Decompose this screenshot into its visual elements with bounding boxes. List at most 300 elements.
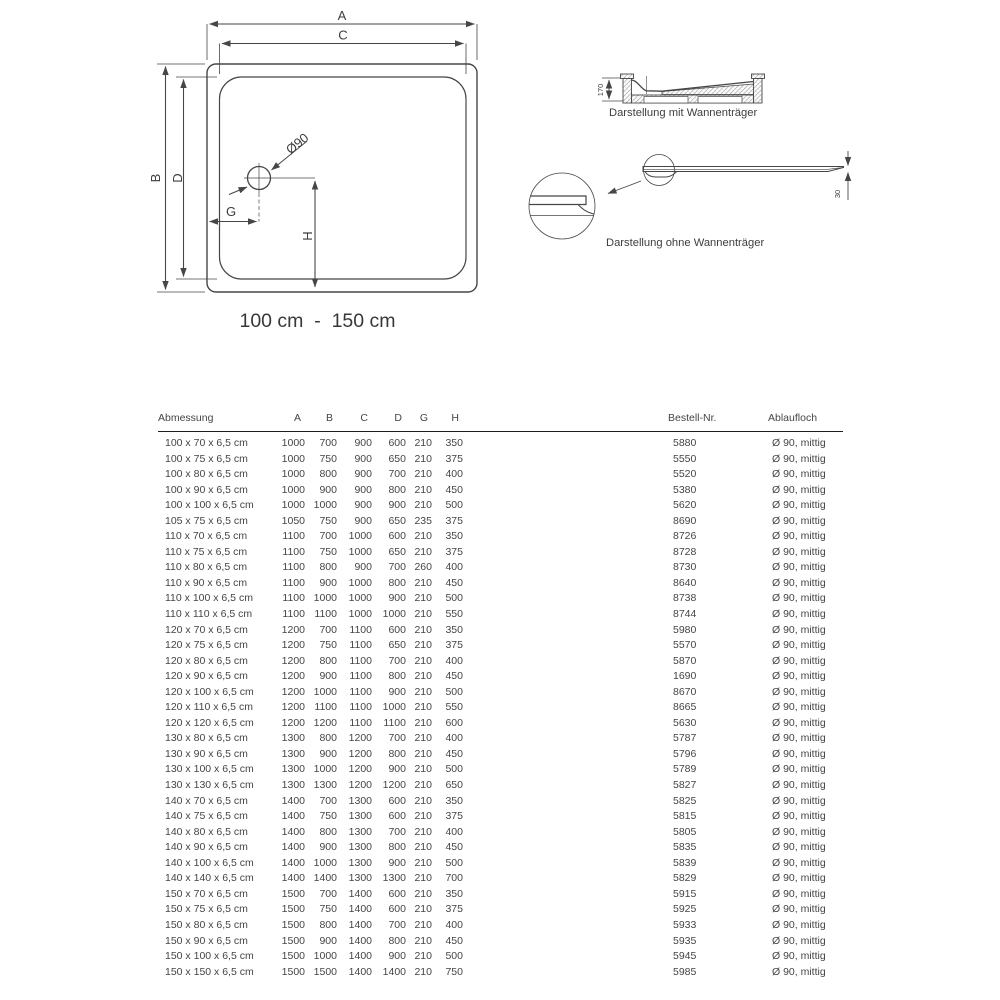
table-cell: 900	[388, 499, 406, 512]
table-cell: 105 x 75 x 6,5 cm	[165, 514, 248, 527]
table-cell: 210	[414, 934, 432, 947]
table-cell: Ø 90, mittig	[772, 841, 826, 854]
table-cell: 5630	[673, 716, 697, 729]
table-cell: 1500	[281, 903, 305, 916]
table-row	[158, 545, 843, 561]
table-cell: 1000	[313, 950, 337, 963]
table-cell: 400	[445, 732, 463, 745]
table-cell: 900	[354, 483, 372, 496]
table-cell: 1500	[313, 965, 337, 978]
table-cell: 210	[414, 716, 432, 729]
column-header-d: D	[372, 412, 406, 432]
dimension-table-head	[158, 412, 843, 432]
table-cell: 210	[414, 545, 432, 558]
table-row	[158, 669, 843, 685]
table-cell: 700	[388, 654, 406, 667]
table-cell: 210	[414, 779, 432, 792]
table-row	[158, 432, 843, 452]
table-cell: 8738	[673, 592, 697, 605]
table-cell: 1000	[348, 608, 372, 621]
table-cell: 1100	[349, 716, 372, 729]
table-cell: 210	[414, 810, 432, 823]
table-cell: 5550	[673, 452, 697, 465]
table-cell: 350	[445, 437, 463, 449]
table-row	[158, 560, 843, 576]
table-cell: 500	[445, 499, 463, 512]
table-cell: 8690	[673, 514, 697, 527]
table-row	[158, 762, 843, 778]
table-cell: 375	[445, 810, 463, 823]
table-cell: 1100	[282, 530, 305, 543]
table-cell: Ø 90, mittig	[772, 716, 826, 729]
table-cell: 650	[388, 639, 406, 652]
table-cell: 1000	[281, 452, 305, 465]
table-cell: 120 x 70 x 6,5 cm	[165, 623, 248, 636]
table-cell: 210	[414, 794, 432, 807]
table-cell: 5789	[673, 763, 697, 776]
table-cell: Ø 90, mittig	[772, 514, 826, 527]
table-cell: 8730	[673, 561, 697, 574]
table-cell: Ø 90, mittig	[772, 623, 826, 636]
table-cell: 900	[388, 685, 406, 698]
table-cell: 210	[414, 654, 432, 667]
table-cell: 500	[445, 950, 463, 963]
table-cell: 1200	[348, 747, 372, 760]
table-cell: 5805	[673, 825, 697, 838]
table-cell: 5620	[673, 499, 697, 512]
table-cell: 1500	[281, 918, 305, 931]
table-cell: 1200	[313, 716, 337, 729]
table-cell: 1100	[349, 685, 372, 698]
table-cell: 450	[445, 483, 463, 496]
table-cell: 140 x 100 x 6,5 cm	[165, 856, 254, 869]
table-cell: Ø 90, mittig	[772, 810, 826, 823]
table-cell: 1400	[281, 856, 305, 869]
table-cell: 1100	[383, 716, 406, 729]
table-cell: 700	[388, 732, 406, 745]
table-row	[158, 747, 843, 763]
table-cell: Ø 90, mittig	[772, 530, 826, 543]
table-cell: 800	[319, 654, 337, 667]
table-cell: 8670	[673, 685, 697, 698]
table-cell: Ø 90, mittig	[772, 670, 826, 683]
table-cell: 235	[414, 514, 432, 527]
table-cell: 1000	[348, 545, 372, 558]
table-row	[158, 918, 843, 934]
table-cell: 130 x 100 x 6,5 cm	[165, 763, 254, 776]
table-row	[158, 700, 843, 716]
table-row	[158, 840, 843, 856]
table-cell: 900	[354, 437, 372, 449]
table-cell: 1100	[282, 545, 305, 558]
table-cell: 210	[414, 592, 432, 605]
table-cell: 1200	[348, 763, 372, 776]
dim-label-h: H	[300, 231, 315, 241]
table-cell: 700	[319, 437, 337, 449]
table-cell: 210	[414, 670, 432, 683]
table-cell: 5985	[673, 965, 697, 978]
table-cell: 750	[445, 965, 463, 978]
table-cell: 600	[388, 794, 406, 807]
tray-drain-lip	[645, 172, 677, 178]
table-cell: 450	[445, 576, 463, 589]
table-cell: 120 x 80 x 6,5 cm	[165, 654, 248, 667]
table-cell: 650	[388, 452, 406, 465]
table-cell: 210	[414, 825, 432, 838]
table-cell: Ø 90, mittig	[772, 576, 826, 589]
table-cell: 1300	[348, 810, 372, 823]
table-cell: 100 x 100 x 6,5 cm	[165, 499, 254, 512]
table-cell: Ø 90, mittig	[772, 452, 826, 465]
table-cell: 140 x 140 x 6,5 cm	[165, 872, 254, 885]
table-cell: 210	[414, 701, 432, 714]
table-cell: Ø 90, mittig	[772, 934, 826, 947]
table-cell: 550	[445, 701, 463, 714]
table-cell: 1000	[281, 499, 305, 512]
table-cell: 1400	[348, 903, 372, 916]
table-cell: 1300	[348, 872, 372, 885]
table-cell: 700	[388, 825, 406, 838]
table-cell: 1000	[382, 701, 406, 714]
table-cell: 700	[319, 887, 337, 900]
table-cell: 800	[319, 561, 337, 574]
table-cell: 210	[414, 437, 432, 449]
table-cell: 1400	[281, 794, 305, 807]
table-cell: 1100	[349, 701, 372, 714]
column-header-g: G	[406, 412, 432, 432]
table-cell: 210	[414, 452, 432, 465]
column-header-a: A	[278, 412, 305, 432]
table-cell: 500	[445, 763, 463, 776]
table-cell: 150 x 100 x 6,5 cm	[165, 950, 254, 963]
table-cell: 5870	[673, 654, 697, 667]
table-cell: Ø 90, mittig	[772, 468, 826, 481]
column-header-abmessung: Abmessung	[158, 412, 278, 432]
table-cell: 5880	[673, 437, 697, 449]
size-range-caption: 100 cm - 150 cm	[239, 310, 396, 332]
table-cell: 900	[319, 576, 337, 589]
table-cell: Ø 90, mittig	[772, 747, 826, 760]
table-cell: Ø 90, mittig	[772, 437, 826, 449]
table-cell: 800	[319, 918, 337, 931]
detail-zoom-content	[527, 196, 598, 216]
section-with-carrier	[596, 74, 765, 103]
table-cell: 750	[319, 903, 337, 916]
table-cell: 120 x 120 x 6,5 cm	[165, 716, 254, 729]
table-cell: 120 x 75 x 6,5 cm	[165, 639, 248, 652]
table-cell: 350	[445, 794, 463, 807]
table-cell: 210	[414, 530, 432, 543]
table-cell: 1200	[281, 701, 305, 714]
table-cell: 210	[414, 841, 432, 854]
table-cell: 600	[388, 810, 406, 823]
table-cell: 1400	[348, 934, 372, 947]
table-cell: 500	[445, 592, 463, 605]
table-cell: 1000	[348, 576, 372, 589]
detail-zoom-circle	[529, 173, 595, 239]
dimension-table	[158, 412, 843, 980]
table-cell: 210	[414, 639, 432, 652]
table-cell: 700	[319, 794, 337, 807]
table-cell: 130 x 80 x 6,5 cm	[165, 732, 248, 745]
tray-side-surface-line	[643, 168, 843, 170]
table-cell: 5915	[673, 887, 697, 900]
carrier-right-tab	[752, 74, 765, 79]
table-cell: 1400	[281, 841, 305, 854]
table-cell: 1000	[281, 483, 305, 496]
table-cell: 210	[414, 887, 432, 900]
table-cell: 1400	[382, 965, 406, 978]
table-cell: 800	[388, 483, 406, 496]
table-cell: 5835	[673, 841, 697, 854]
table-cell: 1000	[348, 592, 372, 605]
dim-label-30: 30	[833, 189, 842, 199]
table-row	[158, 902, 843, 918]
table-cell: 8640	[673, 576, 697, 589]
table-cell: 150 x 80 x 6,5 cm	[165, 918, 248, 931]
table-cell: 150 x 70 x 6,5 cm	[165, 887, 248, 900]
table-cell: 210	[414, 685, 432, 698]
table-cell: 350	[445, 623, 463, 636]
table-cell: Ø 90, mittig	[772, 872, 826, 885]
table-cell: 375	[445, 903, 463, 916]
table-cell: 210	[414, 872, 432, 885]
table-cell: 1200	[382, 779, 406, 792]
table-cell: Ø 90, mittig	[772, 483, 826, 496]
table-cell: 8726	[673, 530, 697, 543]
table-cell: 1100	[349, 639, 372, 652]
table-cell: Ø 90, mittig	[772, 856, 826, 869]
table-cell: 1500	[281, 965, 305, 978]
table-cell: 130 x 90 x 6,5 cm	[165, 747, 248, 760]
table-cell: 1300	[281, 763, 305, 776]
table-cell: 600	[388, 437, 406, 449]
table-cell: 350	[445, 887, 463, 900]
carrier-bottom-cutout	[644, 97, 688, 104]
table-cell: 900	[319, 747, 337, 760]
table-cell: 900	[354, 514, 372, 527]
carrier-left-wall	[623, 79, 632, 104]
table-cell: 110 x 75 x 6,5 cm	[165, 545, 248, 558]
table-cell: 1300	[348, 794, 372, 807]
table-cell: 1500	[281, 887, 305, 900]
table-cell: 1400	[348, 950, 372, 963]
table-cell: 8744	[673, 608, 697, 621]
table-cell: 900	[319, 483, 337, 496]
table-cell: 900	[319, 934, 337, 947]
carrier-right-wall	[754, 79, 763, 104]
table-cell: Ø 90, mittig	[772, 763, 826, 776]
table-row	[158, 856, 843, 872]
table-header-row	[158, 412, 843, 432]
table-cell: 400	[445, 561, 463, 574]
column-header-h: H	[432, 412, 463, 432]
table-cell: 1300	[281, 747, 305, 760]
table-cell: 140 x 90 x 6,5 cm	[165, 841, 248, 854]
table-cell: 400	[445, 654, 463, 667]
side-view-without-carrier	[527, 151, 848, 239]
table-cell: 140 x 80 x 6,5 cm	[165, 825, 248, 838]
table-cell: 800	[388, 841, 406, 854]
table-cell: 750	[319, 514, 337, 527]
table-cell: Ø 90, mittig	[772, 701, 826, 714]
plan-view-diagram	[148, 8, 477, 292]
table-row	[158, 638, 843, 654]
caption-without-carrier: Darstellung ohne Wannenträger	[606, 237, 765, 249]
table-cell: 5827	[673, 779, 697, 792]
table-row	[158, 623, 843, 639]
table-cell: 800	[388, 576, 406, 589]
dim-label-g: G	[225, 204, 237, 219]
table-cell: 1000	[281, 437, 305, 449]
table-cell: 900	[354, 452, 372, 465]
column-header-c: C	[337, 412, 372, 432]
table-cell: 1500	[281, 950, 305, 963]
table-row	[158, 576, 843, 592]
table-row	[158, 794, 843, 810]
table-cell: 650	[388, 514, 406, 527]
table-cell: 900	[354, 561, 372, 574]
table-cell: 600	[388, 903, 406, 916]
table-cell: 110 x 110 x 6,5 cm	[165, 608, 253, 621]
table-cell: 700	[319, 530, 337, 543]
table-cell: 1000	[281, 468, 305, 481]
table-cell: 1000	[313, 763, 337, 776]
table-cell: 1100	[282, 561, 305, 574]
table-cell: 210	[414, 483, 432, 496]
table-cell: 8728	[673, 545, 697, 558]
table-cell: 210	[414, 623, 432, 636]
table-cell: 100 x 80 x 6,5 cm	[165, 468, 248, 481]
table-cell: Ø 90, mittig	[772, 499, 826, 512]
caption-with-carrier: Darstellung mit Wannenträger	[609, 107, 758, 119]
dimension-c	[220, 44, 467, 75]
dim-label-c: C	[338, 27, 348, 43]
table-cell: 1300	[281, 732, 305, 745]
table-cell: 1200	[348, 779, 372, 792]
table-cell: 1100	[282, 592, 305, 605]
technical-drawing	[0, 0, 1000, 400]
table-cell: 210	[414, 608, 432, 621]
table-cell: Ø 90, mittig	[772, 545, 826, 558]
table-cell: 750	[319, 639, 337, 652]
table-cell: 700	[388, 468, 406, 481]
table-cell: 1100	[314, 701, 337, 714]
table-cell: 1300	[348, 856, 372, 869]
table-row	[158, 685, 843, 701]
table-cell: 210	[414, 856, 432, 869]
table-cell: 1690	[673, 670, 697, 683]
table-cell: 1400	[348, 887, 372, 900]
table-cell: 750	[319, 545, 337, 558]
table-cell: 1100	[349, 623, 372, 636]
table-cell: 5980	[673, 623, 697, 636]
table-cell: 1100	[282, 576, 305, 589]
table-row	[158, 591, 843, 607]
table-cell: 210	[414, 903, 432, 916]
table-cell: 1200	[281, 716, 305, 729]
table-cell: 600	[388, 623, 406, 636]
table-cell: 1000	[382, 608, 406, 621]
table-cell: 400	[445, 918, 463, 931]
table-cell: Ø 90, mittig	[772, 685, 826, 698]
table-cell: 650	[445, 779, 463, 792]
dim-label-b: B	[148, 173, 163, 183]
table-cell: 900	[388, 763, 406, 776]
table-cell: Ø 90, mittig	[772, 561, 826, 574]
table-cell: 5925	[673, 903, 697, 916]
table-cell: 100 x 75 x 6,5 cm	[165, 452, 248, 465]
table-row	[158, 934, 843, 950]
table-cell: 900	[388, 592, 406, 605]
table-cell: 1000	[348, 530, 372, 543]
table-cell: 210	[414, 747, 432, 760]
table-cell: 5945	[673, 950, 697, 963]
table-cell: 1300	[348, 841, 372, 854]
table-cell: 1000	[313, 685, 337, 698]
table-cell: 100 x 70 x 6,5 cm	[165, 437, 248, 449]
table-cell: 5935	[673, 934, 697, 947]
table-cell: 700	[445, 872, 463, 885]
table-cell: 210	[414, 732, 432, 745]
table-cell: 600	[445, 716, 463, 729]
table-cell: 1300	[313, 779, 337, 792]
table-cell: 5380	[673, 483, 697, 496]
table-cell: 1400	[281, 872, 305, 885]
table-cell: 150 x 75 x 6,5 cm	[165, 903, 248, 916]
table-cell: Ø 90, mittig	[772, 950, 826, 963]
table-cell: 210	[414, 763, 432, 776]
table-cell: 900	[388, 950, 406, 963]
table-cell: 1100	[314, 608, 337, 621]
table-row	[158, 887, 843, 903]
table-cell: 900	[354, 468, 372, 481]
table-cell: 1200	[348, 732, 372, 745]
table-cell: 800	[388, 747, 406, 760]
table-cell: 1100	[349, 670, 372, 683]
table-cell: 1050	[281, 514, 305, 527]
table-cell: 1000	[313, 856, 337, 869]
table-cell: Ø 90, mittig	[772, 825, 826, 838]
table-cell: 450	[445, 841, 463, 854]
table-cell: 900	[354, 499, 372, 512]
table-cell: 1400	[281, 825, 305, 838]
table-row	[158, 778, 843, 794]
table-cell: 5933	[673, 918, 697, 931]
table-cell: 110 x 100 x 6,5 cm	[165, 592, 253, 605]
table-cell: 1400	[348, 965, 372, 978]
table-cell: 5839	[673, 856, 697, 869]
column-header-ablaufloch: Ablaufloch	[768, 412, 843, 432]
table-cell: 1000	[313, 592, 337, 605]
table-cell: 750	[319, 452, 337, 465]
table-cell: 800	[319, 468, 337, 481]
dim-label-170: 170	[596, 83, 605, 97]
table-cell: Ø 90, mittig	[772, 903, 826, 916]
table-cell: 210	[414, 918, 432, 931]
table-cell: 5796	[673, 747, 697, 760]
table-cell: 1200	[281, 623, 305, 636]
table-row	[158, 809, 843, 825]
table-cell: Ø 90, mittig	[772, 732, 826, 745]
table-cell: 1300	[382, 872, 406, 885]
table-cell: 100 x 90 x 6,5 cm	[165, 483, 248, 496]
table-cell: 140 x 75 x 6,5 cm	[165, 810, 248, 823]
table-cell: 5815	[673, 810, 697, 823]
table-cell: 900	[319, 841, 337, 854]
table-cell: Ø 90, mittig	[772, 592, 826, 605]
table-cell: 500	[445, 685, 463, 698]
